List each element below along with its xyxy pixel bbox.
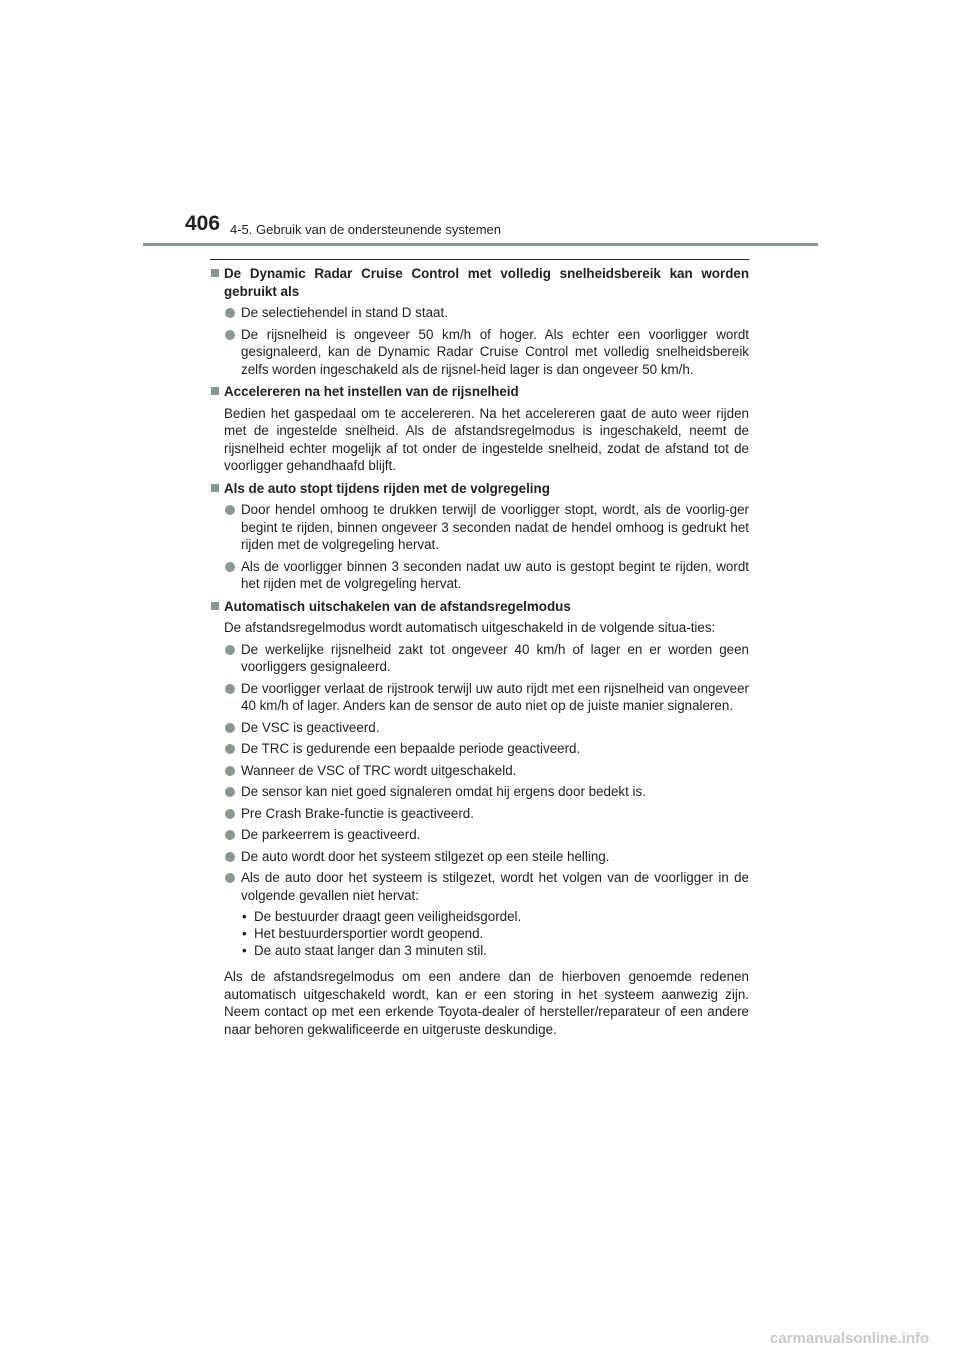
round-bullet-icon bbox=[225, 787, 235, 797]
small-bullet-icon: • bbox=[242, 909, 247, 924]
round-bullet-icon bbox=[225, 330, 235, 340]
list-item-text: De TRC is gedurende een bepaalde periode geactiveerd. bbox=[241, 741, 581, 756]
page-content bbox=[210, 265, 749, 1043]
list-item-text: De VSC is geactiveerd. bbox=[241, 719, 380, 735]
page-number: 406 bbox=[185, 212, 221, 235]
list-item-text: Door hendel omhoog te drukken terwijl de voorligger stopt, wordt, als de voorlig-ger begint te rijden, binnen ongeveer 3 seconden nadat de hendel omhoog is gedrukt het rijden met de volgregeling hervat. bbox=[241, 502, 749, 552]
square-bullet-icon bbox=[211, 387, 219, 395]
square-bullet-icon bbox=[211, 484, 219, 492]
list-item-text: Als de auto door het systeem is stilgezet, wordt het volgen van de voorligger in de volgende gevallen niet hervat: bbox=[241, 870, 749, 903]
round-bullet-icon bbox=[225, 852, 235, 862]
square-bullet-icon bbox=[211, 602, 219, 610]
section-stop-follow bbox=[210, 480, 749, 593]
section-title: De Dynamic Radar Cruise Control met volledig snelheidsbereik kan worden gebruikt als bbox=[224, 266, 749, 299]
sub-list-item-text: Het bestuurdersportier wordt geopend. bbox=[254, 926, 484, 941]
list-item-text: De rijsnelheid is ongeveer 50 km/h of hoger. Als echter een voorligger wordt gesignaleerd, kan de Dynamic Radar Cruise Control met volledig snelheidsbereik zelfs worden ingeschakeld als de rijsnel-heid lager is dan ongeveer 50 km/h. bbox=[241, 326, 749, 377]
section-rule bbox=[210, 259, 749, 260]
list-item-text: Als de voorligger binnen 3 seconden nadat uw auto is gestopt begint te rijden, wordt het rijden met de volgregeling hervat. bbox=[241, 558, 749, 591]
sub-list-item-text: De auto staat langer dan 3 minuten stil. bbox=[254, 943, 487, 958]
sub-list-item-text: De bestuurder draagt geen veiligheidsgordel. bbox=[254, 909, 522, 924]
site-watermark: carmanualsonline.info bbox=[770, 1330, 930, 1347]
round-bullet-icon bbox=[225, 308, 235, 318]
list-item-text: De sensor kan niet goed signaleren omdat hij ergens door bedekt is. bbox=[241, 784, 646, 799]
list-item bbox=[210, 558, 749, 593]
round-bullet-icon bbox=[225, 873, 235, 883]
list-item bbox=[210, 680, 749, 715]
section-title: Automatisch uitschakelen van de afstandsregelmodus bbox=[224, 598, 571, 614]
round-bullet-icon bbox=[225, 505, 235, 515]
round-bullet-icon bbox=[225, 830, 235, 840]
section-accelerating bbox=[210, 383, 749, 475]
list-item-text: De selectiehendel in stand D staat. bbox=[241, 305, 448, 320]
list-item bbox=[210, 826, 749, 844]
list-item bbox=[210, 641, 749, 676]
list-item bbox=[210, 783, 749, 801]
round-bullet-icon bbox=[225, 744, 235, 754]
round-bullet-icon bbox=[225, 723, 235, 733]
sub-list-item bbox=[210, 925, 749, 942]
section-title: Als de auto stopt tijdens rijden met de volgregeling bbox=[224, 480, 550, 496]
section-eligibility bbox=[210, 265, 749, 378]
round-bullet-icon bbox=[225, 809, 235, 819]
round-bullet-icon bbox=[225, 645, 235, 655]
section-title: Accelereren na het instellen van de rijsnelheid bbox=[224, 384, 519, 399]
list-item-text: De auto wordt door het systeem stilgezet op een steile helling. bbox=[241, 848, 610, 864]
header-rule bbox=[143, 243, 818, 246]
list-item bbox=[210, 805, 749, 823]
list-item bbox=[210, 848, 749, 866]
list-item-text: Pre Crash Brake-functie is geactiveerd. bbox=[241, 805, 474, 821]
list-item bbox=[210, 304, 749, 322]
list-item bbox=[210, 326, 749, 379]
list-item bbox=[210, 719, 749, 737]
list-item bbox=[210, 762, 749, 780]
sub-list-item bbox=[210, 908, 749, 925]
chapter-title: 4-5. Gebruik van de ondersteunende systemen bbox=[230, 222, 502, 237]
list-item-text: Wanneer de VSC of TRC wordt uitgeschakeld. bbox=[241, 762, 517, 778]
sub-list-item bbox=[210, 942, 749, 959]
section-auto-cancel bbox=[210, 598, 749, 1039]
round-bullet-icon bbox=[225, 684, 235, 694]
round-bullet-icon bbox=[225, 766, 235, 776]
list-item bbox=[210, 501, 749, 554]
section-body: De afstandsregelmodus wordt automatisch uitgeschakeld in de volgende situa-ties: bbox=[224, 620, 716, 635]
list-item bbox=[210, 740, 749, 758]
closing-paragraph: Als de afstandsregelmodus om een andere dan de hierboven genoemde redenen automatisch uitgeschakeld wordt, kan er een storing in het systeem aanwezig zijn. Neem contact op met een erkende Toyota-dealer of hersteller/reparateur of een andere naar behoren gekwalificeerde en uitgeruste deskundige. bbox=[224, 969, 749, 1037]
small-bullet-icon: • bbox=[242, 926, 247, 941]
small-bullet-icon: • bbox=[242, 943, 247, 958]
section-body: Bedien het gaspedaal om te accelereren. Na het accelereren gaat de auto weer rijden met de ingestelde snelheid. Als de afstandsregelmodus is ingeschakeld, neemt de rijsnelheid echter mogelijk af tot onder de ingestelde snelheid, zodat de afstand tot de voorligger gehandhaafd blijft. bbox=[224, 405, 749, 473]
list-item-text: De parkeerrem is geactiveerd. bbox=[241, 827, 421, 842]
round-bullet-icon bbox=[225, 562, 235, 572]
list-item-text: De voorligger verlaat de rijstrook terwijl uw auto rijdt met een rijsnelheid van ongeveer 40 km/h of lager. Anders kan de sensor de auto niet op de juiste manier signaleren. bbox=[241, 680, 749, 713]
square-bullet-icon bbox=[211, 269, 219, 277]
list-item bbox=[210, 869, 749, 904]
list-item-text: De werkelijke rijsnelheid zakt tot ongeveer 40 km/h of lager en er worden geen voorliggers gesignaleerd. bbox=[241, 641, 749, 674]
